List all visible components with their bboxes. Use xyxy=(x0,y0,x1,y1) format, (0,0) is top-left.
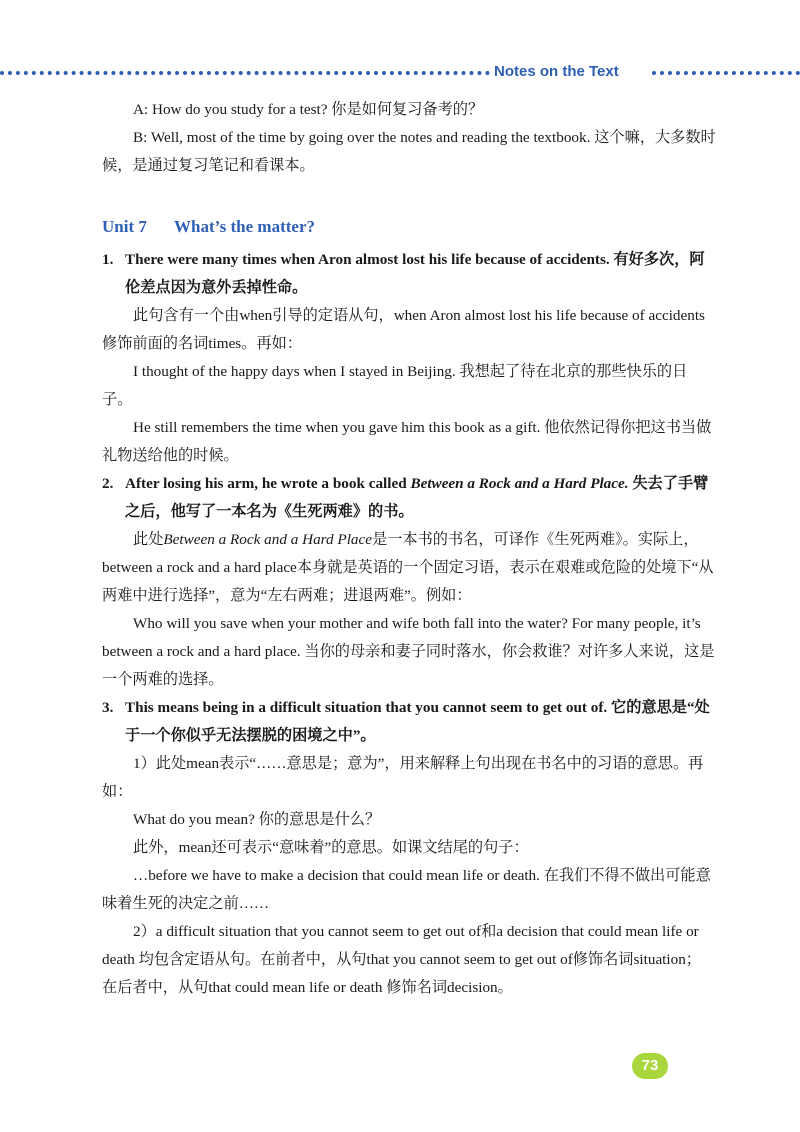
note-3-number: 3. xyxy=(102,699,114,716)
unit-number: Unit 7 xyxy=(102,217,147,236)
running-header xyxy=(0,60,800,84)
note-3-heading-text: This means being in a difficult situation that you cannot seem to get out of. 它的意思是“处于一个你似乎无法摆脱的困境之中”。 xyxy=(125,699,710,744)
note-2-explain-after: 是一本书的书名，可译作《生死两难》。实际上，between a rock and a hard place本身就是英语的一个固定习语，表示在艰难或危险的处境下“从两难中进行选择”，意为“左右两难；进退两难”。例如： xyxy=(102,531,714,604)
note-1-example-1: I thought of the happy days when I stayed in Beijing. 我想起了待在北京的那些快乐的日子。 xyxy=(102,363,688,408)
note-3-heading xyxy=(102,694,716,750)
note-3-example-1: What do you mean? 你的意思是什么？ xyxy=(133,811,381,828)
note-2-book-title: Between a Rock and a Hard Place. xyxy=(410,475,629,492)
note-1-explanation: 此句含有一个由when引导的定语从句，when Aron almost lost his life because of accidents修饰前面的名词times。再如： xyxy=(102,307,705,352)
header-dotted-rule-left xyxy=(0,71,490,75)
note-2-explanation xyxy=(102,526,716,610)
unit-title: What’s the matter? xyxy=(174,217,315,236)
header-dotted-rule-right xyxy=(652,71,800,75)
note-2-example: Who will you save when your mother and wife both fall into the water? For many people, it’s between a rock and a hard place. 当你的母亲和妻子同时落水，你会救谁？对许多人来说，这是一个两难的选择。 xyxy=(102,615,715,688)
note-3-point-1b: 此外，mean还可表示“意味着”的意思。如课文结尾的句子： xyxy=(133,839,529,856)
note-1-heading xyxy=(102,246,716,302)
dialogue-line-b: B: Well, most of the time by going over the notes and reading the textbook. 这个嘛，大多数时候，是通过复习笔记和看课本。 xyxy=(102,129,716,174)
page-content xyxy=(102,96,716,1002)
note-2-number: 2. xyxy=(102,475,114,492)
note-2-heading-after: 失去了手臂之后，他写了一本名为《生死两难》的书。 xyxy=(125,475,709,520)
note-3-example-2: …before we have to make a decision that could mean life or death. 在我们不得不做出可能意味着生死的决定之前…… xyxy=(102,867,711,912)
note-1-heading-text: There were many times when Aron almost lost his life because of accidents. 有好多次，阿伦差点因为意外丢掉性命。 xyxy=(125,251,705,296)
page-number-badge: 73 xyxy=(632,1053,668,1079)
note-3-point-1: 1）此处mean表示“……意思是；意为”，用来解释上句出现在书名中的习语的意思。再如： xyxy=(102,755,704,800)
note-1-example-2: He still remembers the time when you gave him this book as a gift. 他依然记得你把这书当做礼物送给他的时候。 xyxy=(102,419,712,464)
section-title: Notes on the Text xyxy=(494,63,619,80)
note-1-number: 1. xyxy=(102,251,114,268)
note-2-explain-before: 此处 xyxy=(133,531,164,548)
note-2-explain-title: Between a Rock and a Hard Place xyxy=(163,531,372,548)
dialogue-line-a: A: How do you study for a test? 你是如何复习备考的？ xyxy=(133,101,484,118)
note-2-heading xyxy=(102,470,716,526)
note-2-heading-before: After losing his arm, he wrote a book called xyxy=(125,475,411,492)
unit-heading xyxy=(102,208,716,246)
note-3-point-2: 2）a difficult situation that you cannot seem to get out of和a decision that could mean life or death 均包含定语从句。在前者中，从句that you cannot seem to get out of修饰名词situation；在后者中，从句that could mean life or death 修饰名词decision。 xyxy=(102,923,701,996)
